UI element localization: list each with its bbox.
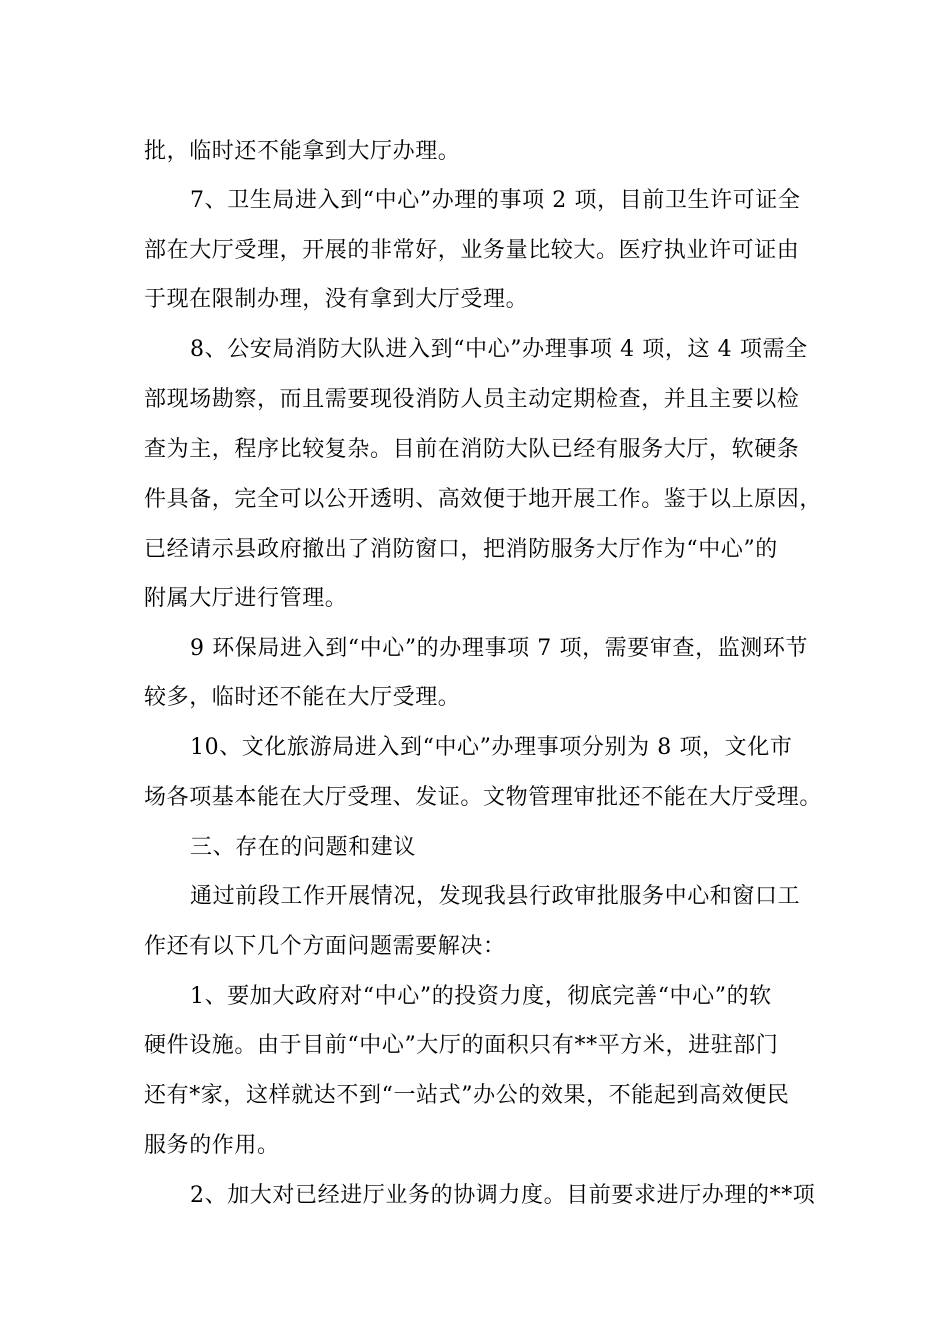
text-line: 服务的作用。 bbox=[144, 1133, 280, 1158]
text-line: 于现在限制办理，没有拿到大厅受理。 bbox=[144, 287, 529, 312]
text-line: 通过前段工作开展情况，发现我县行政审批服务中心和窗口工 bbox=[190, 884, 801, 909]
text-line: 2、加大对已经进厅业务的协调力度。目前要求进厅办理的**项 bbox=[190, 1183, 816, 1208]
text-line: 部现场勘察，而且需要现役消防人员主动定期检查，并且主要以检 bbox=[144, 387, 800, 412]
text-line: 1、要加大政府对“中心”的投资力度，彻底完善“中心”的软 bbox=[190, 984, 772, 1009]
text-line: 硬件设施。由于目前“中心”大厅的面积只有**平方米，进驻部门 bbox=[144, 1033, 779, 1058]
section-heading: 三、存在的问题和建议 bbox=[190, 835, 417, 860]
text-line: 8、公安局消防大队进入到“中心”办理事项 4 项，这 4 项需全 bbox=[190, 337, 808, 362]
text-line: 作还有以下几个方面问题需要解决： bbox=[144, 934, 506, 959]
text-line: 较多，临时还不能在大厅受理。 bbox=[144, 685, 461, 710]
text-line: 7、卫生局进入到“中心”办理的事项 2 项，目前卫生许可证全 bbox=[190, 188, 801, 213]
text-line: 件具备，完全可以公开透明、高效便于地开展工作。鉴于以上原因， bbox=[144, 487, 823, 512]
text-line: 附属大厅进行管理。 bbox=[144, 586, 348, 611]
text-line: 已经请示县政府撤出了消防窗口，把消防服务大厅作为“中心”的 bbox=[144, 537, 778, 562]
text-line: 场各项基本能在大厅受理、发证。文物管理审批还不能在大厅受理。 bbox=[144, 785, 823, 810]
text-line: 还有*家，这样就达不到“一站式”办公的效果，不能起到高效便民 bbox=[144, 1083, 790, 1108]
text-line: 查为主，程序比较复杂。目前在消防大队已经有服务大厅，软硬条 bbox=[144, 437, 800, 462]
text-line: 9 环保局进入到“中心”的办理事项 7 项，需要审查，监测环节 bbox=[190, 636, 809, 661]
text-line: 部在大厅受理，开展的非常好，业务量比较大。医疗执业许可证由 bbox=[144, 238, 800, 263]
text-line: 10、文化旅游局进入到“中心”办理事项分别为 8 项，文化市 bbox=[190, 735, 793, 760]
text-line: 批，临时还不能拿到大厅办理。 bbox=[144, 139, 461, 164]
